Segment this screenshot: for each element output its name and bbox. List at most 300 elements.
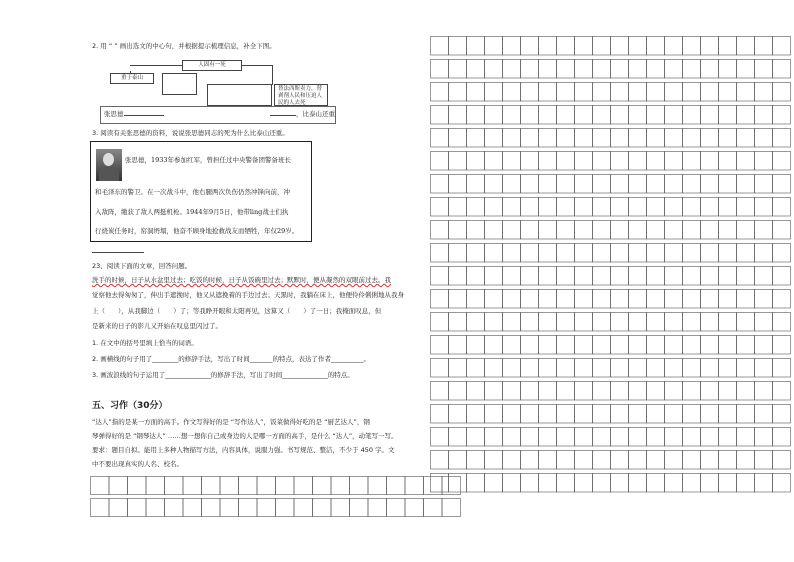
grid-cell [539, 382, 557, 401]
grid-cell [557, 83, 575, 102]
grid-cell [701, 405, 719, 424]
grid-cell [737, 405, 755, 424]
grid-cell [701, 106, 719, 125]
grid-cell [539, 152, 557, 171]
grid-cell [629, 290, 647, 309]
grid-cell [773, 451, 791, 470]
grid-cell [611, 152, 629, 171]
grid-cell [647, 152, 665, 171]
grid-cell [701, 290, 719, 309]
grid-cell [521, 336, 539, 355]
grid-cell [449, 451, 467, 470]
grid-cell [665, 152, 683, 171]
bio-line: 行烧炭任务时，窑洞坍塌，他奋不顾身地抢救战友而牺牲，年仅29岁。 [95, 227, 299, 235]
grid-cell [521, 405, 539, 424]
grid-cell [593, 198, 611, 217]
grid-cell [449, 60, 467, 79]
grid-cell [755, 244, 773, 263]
grid-cell [467, 37, 485, 56]
grid-cell [503, 83, 521, 102]
grid-cell [665, 290, 683, 309]
grid-cell [521, 451, 539, 470]
grid-cell [557, 152, 575, 171]
bio-line: 张思德，1933年参加红军，曾担任过中央警备团警备班长 [125, 156, 292, 164]
essay-line: 中不要出现真实的人名、校名。 [92, 460, 183, 468]
bio-line: 入敌阵，缴获了敌人两挺机枪。1944年9月5日，他带ling战士们执 [95, 208, 289, 216]
grid-cell [557, 60, 575, 79]
grid-cell [539, 175, 557, 194]
grid-cell [350, 499, 369, 517]
grid-cell [593, 428, 611, 447]
grid-cell [701, 267, 719, 286]
grid-cell [539, 221, 557, 240]
grid-cell [449, 336, 467, 355]
grid-cell [701, 60, 719, 79]
grid-cell [557, 175, 575, 194]
grid-cell [701, 474, 719, 493]
grid-cell [773, 152, 791, 171]
grid-cell [647, 83, 665, 102]
grid-cell [467, 428, 485, 447]
grid-cell [683, 267, 701, 286]
grid-cell [467, 359, 485, 378]
grid-cell [575, 244, 593, 263]
grid-cell [593, 290, 611, 309]
grid-cell [557, 428, 575, 447]
grid-cell [449, 198, 467, 217]
grid-cell [629, 244, 647, 263]
grid-cell [611, 382, 629, 401]
grid-cell [539, 60, 557, 79]
grid-cell [737, 451, 755, 470]
grid-cell [521, 244, 539, 263]
grid-cell [485, 382, 503, 401]
grid-cell [405, 499, 424, 517]
grid-cell [719, 451, 737, 470]
section-heading: 五、习作（30分） [92, 401, 168, 411]
grid-cell [683, 474, 701, 493]
grid-cell [431, 267, 449, 286]
grid-cell [503, 244, 521, 263]
grid-cell [683, 290, 701, 309]
grid-cell [503, 60, 521, 79]
grid-cell [773, 198, 791, 217]
grid-cell [557, 290, 575, 309]
grid-cell [593, 313, 611, 332]
grid-cell [647, 313, 665, 332]
grid-cell [701, 198, 719, 217]
grid-cell [629, 428, 647, 447]
grid-cell [449, 428, 467, 447]
grid-cell [593, 60, 611, 79]
bottom-right-text: ，比泰山还重 [296, 110, 335, 118]
grid-cell [719, 83, 737, 102]
grid-cell [773, 175, 791, 194]
grid-cell [719, 267, 737, 286]
grid-cell [387, 499, 406, 517]
grid-cell [755, 221, 773, 240]
q3-prompt: 3. 阅读有关张思德的资料，说说张思德同志的死为什么比泰山还重。 [92, 129, 289, 137]
grid-cell [539, 37, 557, 56]
grid-cell [611, 129, 629, 148]
grid-cell [755, 106, 773, 125]
grid-cell [647, 474, 665, 493]
grid-cell [485, 451, 503, 470]
q2-prompt: 2. 用 “ ” 画出选文的中心句，并根据提示梳理信息，补全下图。 [92, 42, 276, 50]
grid-cell [557, 129, 575, 148]
grid-cell [183, 499, 202, 517]
grid-cell [773, 106, 791, 125]
grid-cell [611, 221, 629, 240]
grid-cell [683, 359, 701, 378]
grid-cell [683, 106, 701, 125]
grid-cell [719, 175, 737, 194]
grid-cell [503, 129, 521, 148]
grid-cell [485, 60, 503, 79]
grid-cell [449, 175, 467, 194]
grid-cell [387, 477, 406, 495]
grid-cell [485, 106, 503, 125]
grid-cell [647, 221, 665, 240]
grid-cell [431, 474, 449, 493]
grid-cell [521, 474, 539, 493]
grid-cell [665, 428, 683, 447]
grid-cell [629, 129, 647, 148]
connector [272, 65, 273, 85]
grid-cell [521, 106, 539, 125]
passage-line: 觉察他去得匆匆了，伸出手遮挽时，他又从遮挽着的手边过去；天黑时，我躺在床上，他便伶伶俐俐地从我身 [92, 291, 404, 299]
grid-cell [755, 198, 773, 217]
grid-cell [449, 359, 467, 378]
grid-cell [485, 474, 503, 493]
grid-cell [503, 106, 521, 125]
grid-cell [719, 336, 737, 355]
grid-cell [575, 37, 593, 56]
grid-cell [701, 451, 719, 470]
grid-cell [557, 221, 575, 240]
grid-cell [539, 83, 557, 102]
grid-cell [431, 175, 449, 194]
grid-cell [575, 129, 593, 148]
grid-cell [521, 198, 539, 217]
q23-title: 23、阅读下面的文章，回答问题。 [92, 262, 192, 270]
grid-cell [449, 106, 467, 125]
grid-cell [539, 290, 557, 309]
grid-cell [611, 267, 629, 286]
grid-cell [611, 313, 629, 332]
grid-cell [593, 221, 611, 240]
grid-cell [683, 382, 701, 401]
essay-line: 琴弹得好的是 “钢琴达人” ……想一想你自己或身边的人是哪一方面的高手，是什么 “达人”，动笔写一写。 [92, 432, 398, 440]
grid-cell [503, 37, 521, 56]
grid-cell [647, 106, 665, 125]
grid-cell [467, 221, 485, 240]
grid-cell [539, 198, 557, 217]
grid-cell [611, 474, 629, 493]
diagram-bottom-right [270, 110, 335, 119]
grid-cell [629, 451, 647, 470]
grid-cell [773, 267, 791, 286]
grid-cell [431, 129, 449, 148]
grid-cell [449, 382, 467, 401]
grid-cell [701, 313, 719, 332]
grid-cell [719, 382, 737, 401]
grid-cell [431, 405, 449, 424]
grid-cell [557, 106, 575, 125]
grid-cell [629, 221, 647, 240]
grid-cell [521, 290, 539, 309]
grid-cell [719, 37, 737, 56]
grid-cell [503, 290, 521, 309]
grid-cell [485, 290, 503, 309]
q23-item: 2. 画横线的句子用了________的修辞手法，写出了时间_______的特点，表达了作者__________。 [92, 355, 371, 363]
grid-cell [611, 336, 629, 355]
grid-cell [467, 290, 485, 309]
grid-cell [467, 405, 485, 424]
grid-cell [737, 428, 755, 447]
grid-cell [773, 60, 791, 79]
grid-cell [467, 198, 485, 217]
grid-cell [431, 336, 449, 355]
grid-cell [557, 474, 575, 493]
grid-cell [575, 451, 593, 470]
grid-cell [647, 428, 665, 447]
grid-cell [557, 451, 575, 470]
grid-cell [773, 474, 791, 493]
grid-cell [737, 313, 755, 332]
grid-cell [294, 477, 313, 495]
grid-cell [503, 359, 521, 378]
grid-cell [665, 474, 683, 493]
grid-cell [449, 313, 467, 332]
grid-cell [665, 106, 683, 125]
grid-cell [431, 428, 449, 447]
grid-cell [91, 499, 110, 517]
grid-cell [683, 175, 701, 194]
grid-cell [611, 359, 629, 378]
grid-cell [647, 198, 665, 217]
grid-cell [755, 37, 773, 56]
grid-cell [755, 313, 773, 332]
grid-cell [737, 60, 755, 79]
grid-cell [611, 428, 629, 447]
grid-cell [449, 290, 467, 309]
grid-cell [294, 499, 313, 517]
grid-cell [755, 336, 773, 355]
grid-cell [629, 405, 647, 424]
grid-cell [467, 313, 485, 332]
grid-cell [773, 221, 791, 240]
grid-cell [467, 129, 485, 148]
grid-cell [202, 477, 221, 495]
grid-cell [485, 221, 503, 240]
grid-cell [665, 129, 683, 148]
grid-cell [485, 428, 503, 447]
grid-cell [449, 83, 467, 102]
grid-cell [665, 37, 683, 56]
grid-cell [467, 60, 485, 79]
grid-cell [128, 477, 147, 495]
grid-cell [665, 221, 683, 240]
grid-cell [503, 175, 521, 194]
grid-cell [449, 152, 467, 171]
grid-cell [503, 336, 521, 355]
grid-cell [647, 405, 665, 424]
grid-cell [467, 474, 485, 493]
grid-cell [755, 428, 773, 447]
q23-item: 1. 在文中的括号里填上恰当的词语。 [92, 339, 198, 347]
grid-cell [557, 198, 575, 217]
grid-cell [449, 37, 467, 56]
grid-cell [665, 405, 683, 424]
passage-line: 上（ ），从我脚边（ ）了；等我睁开眼和太阳再见，这算又（ ）了一日；我掩面叹息，但 [92, 307, 382, 315]
grid-cell [485, 37, 503, 56]
grid-cell [737, 198, 755, 217]
grid-cell [665, 175, 683, 194]
divider [92, 252, 144, 253]
grid-cell [557, 359, 575, 378]
grid-cell [755, 359, 773, 378]
grid-cell [701, 37, 719, 56]
grid-cell [683, 313, 701, 332]
grid-cell [647, 359, 665, 378]
grid-cell [485, 244, 503, 263]
grid-cell [629, 359, 647, 378]
grid-cell [701, 129, 719, 148]
grid-cell [503, 267, 521, 286]
grid-cell [575, 83, 593, 102]
grid-cell [539, 474, 557, 493]
grid-cell [521, 382, 539, 401]
grid-cell [109, 477, 128, 495]
grid-cell [503, 313, 521, 332]
grid-cell [485, 198, 503, 217]
grid-cell [521, 221, 539, 240]
grid-cell [575, 428, 593, 447]
grid-cell [647, 37, 665, 56]
grid-cell [539, 313, 557, 332]
grid-cell [629, 152, 647, 171]
writing-grid-bottom [90, 476, 462, 522]
grid-cell [405, 477, 424, 495]
grid-cell [467, 152, 485, 171]
grid-cell [449, 474, 467, 493]
grid-cell [503, 474, 521, 493]
grid-cell [719, 405, 737, 424]
grid-cell [773, 428, 791, 447]
grid-cell [575, 267, 593, 286]
grid-cell [611, 37, 629, 56]
grid-cell [521, 83, 539, 102]
grid-cell [128, 499, 147, 517]
grid-cell [575, 198, 593, 217]
grid-cell [449, 267, 467, 286]
grid-cell [485, 405, 503, 424]
grid-cell [521, 428, 539, 447]
grid-cell [755, 152, 773, 171]
grid-cell [755, 175, 773, 194]
grid-cell [647, 336, 665, 355]
diagram-center-box: 人固有一死 [182, 60, 242, 71]
grid-cell [719, 221, 737, 240]
diagram-blank-box [207, 84, 272, 106]
grid-cell [773, 244, 791, 263]
grid-cell [449, 405, 467, 424]
grid-cell [611, 175, 629, 194]
grid-cell [575, 175, 593, 194]
grid-cell [773, 290, 791, 309]
grid-cell [683, 221, 701, 240]
grid-cell [737, 152, 755, 171]
connector [242, 65, 272, 66]
bottom-left-text: 张思德 [104, 110, 124, 118]
grid-cell [683, 244, 701, 263]
grid-cell [647, 244, 665, 263]
grid-cell [593, 106, 611, 125]
grid-cell [737, 129, 755, 148]
grid-cell [773, 313, 791, 332]
grid-cell [773, 382, 791, 401]
grid-cell [719, 152, 737, 171]
grid-cell [593, 474, 611, 493]
grid-cell [467, 106, 485, 125]
grid-cell [719, 198, 737, 217]
grid-cell [665, 451, 683, 470]
grid-cell [593, 37, 611, 56]
grid-cell [683, 37, 701, 56]
grid-cell [467, 382, 485, 401]
grid-cell [575, 336, 593, 355]
grid-cell [220, 477, 239, 495]
grid-cell [431, 106, 449, 125]
grid-cell [611, 60, 629, 79]
grid-cell [575, 359, 593, 378]
grid-cell [557, 244, 575, 263]
grid-cell [449, 129, 467, 148]
grid-cell [449, 244, 467, 263]
grid-cell [521, 129, 539, 148]
grid-cell [431, 37, 449, 56]
grid-cell [183, 477, 202, 495]
grid-cell [611, 451, 629, 470]
grid-cell [665, 198, 683, 217]
grid-cell [593, 267, 611, 286]
grid-cell [647, 267, 665, 286]
grid-cell [485, 129, 503, 148]
bio-line: 和毛泽东的警卫。在一次战斗中，他右腿两次负伤仍然冲锋向前，冲 [95, 188, 290, 196]
grid-cell [701, 83, 719, 102]
grid-cell [485, 152, 503, 171]
grid-cell [202, 499, 221, 517]
diagram-bottom-left [104, 110, 164, 119]
essay-line: “达人”指的是某一方面的高手。作文写得好的是 “写作达人”，饭菜做得好吃的是 “厨艺达人”，钢 [92, 418, 370, 426]
grid-cell [719, 244, 737, 263]
passage-line: 洗手的时候，日子从水盆里过去；吃饭的时候，日子从饭碗里过去；默默时，便从凝然的双眼前过去。我 [92, 276, 391, 284]
grid-cell [485, 267, 503, 286]
grid-cell [611, 106, 629, 125]
grid-cell [276, 499, 295, 517]
grid-cell [737, 175, 755, 194]
grid-cell [593, 359, 611, 378]
grid-cell [701, 221, 719, 240]
grid-cell [575, 290, 593, 309]
grid-cell [449, 221, 467, 240]
grid-cell [575, 106, 593, 125]
grid-cell [755, 290, 773, 309]
grid-cell [773, 359, 791, 378]
answer-blank [270, 115, 296, 116]
grid-cell [575, 474, 593, 493]
